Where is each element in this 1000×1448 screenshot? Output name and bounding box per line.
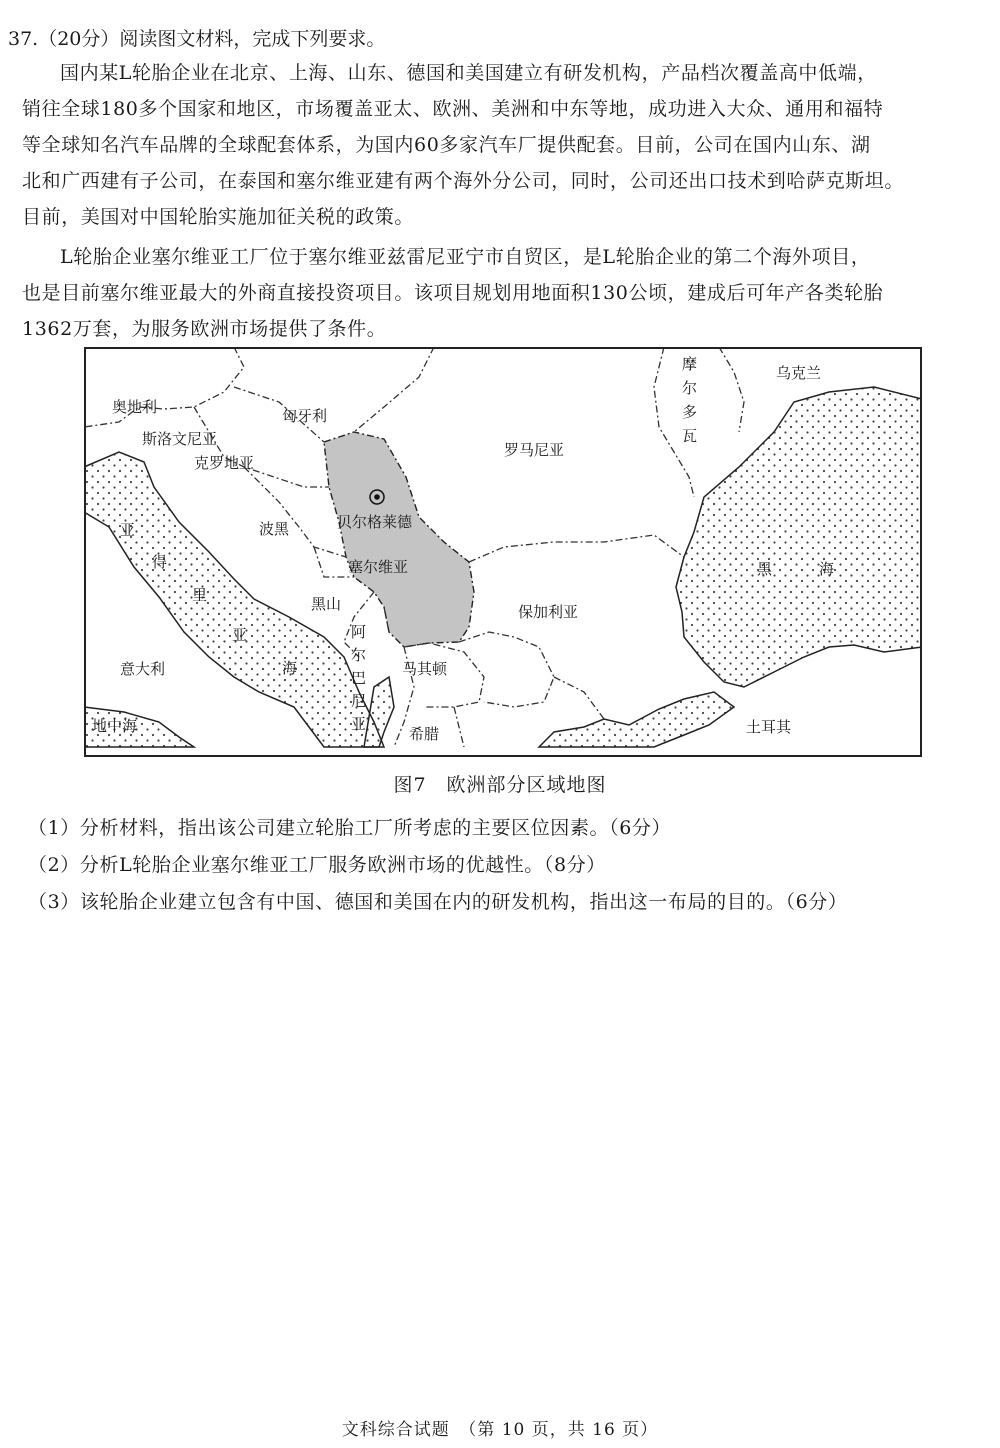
subquestion-3: （3）该轮胎企业建立包含有中国、德国和美国在内的研发机构，指出这一布局的目的。（6分） [28,891,848,913]
label-macedonia: 马其顿 [402,660,448,678]
subquestion-1: （1）分析材料，指出该公司建立轮胎工厂所考虑的主要区位因素。（6分） [28,817,672,839]
label-croatia: 克罗地亚 [194,454,255,472]
material-paragraph-1 [22,55,977,235]
label-romania: 罗马尼亚 [504,441,565,459]
map-caption: 图7 欧洲部分区域地图 [393,774,607,796]
label-adriatic-1: 亚 [120,521,136,539]
label-greece: 希腊 [409,725,440,743]
paragraph-line: 北和广西建有子公司，在泰国和塞尔维亚建有两个海外分公司，同时，公司还出口技术到哈萨克斯坦。 [22,170,905,192]
label-serbia: 塞尔维亚 [348,558,409,576]
label-italy: 意大利 [120,660,166,678]
question-header: 37.（20分）阅读图文材料，完成下列要求。 [8,28,386,50]
label-albania-5: 亚 [351,715,367,733]
label-hungary: 匈牙利 [282,407,328,425]
label-albania-2: 尔 [351,646,367,664]
label-ukraine: 乌克兰 [776,364,822,382]
paragraph-line: L轮胎企业塞尔维亚工厂位于塞尔维亚兹雷尼亚宁市自贸区，是L轮胎企业的第二个海外项目， [60,246,871,268]
label-moldova-2: 尔 [682,379,698,397]
page-footer: 文科综合试题 （第 10 页，共 16 页） [341,1420,659,1440]
label-adriatic-3: 里 [192,586,208,604]
label-adriatic-5: 海 [282,659,298,677]
paragraph-line: 也是目前塞尔维亚最大的外商直接投资项目。该项目规划用地面积130公顷，建成后可年产各类轮胎 [22,282,884,304]
label-belgrade: 贝尔格莱德 [337,513,413,531]
label-adriatic-2: 得 [152,553,168,571]
material-paragraph-2 [22,239,977,347]
label-albania-4: 尼 [351,692,367,710]
europe-map [84,347,922,757]
label-turkey: 土耳其 [746,718,792,736]
label-black-sea-1: 黑 [757,560,773,578]
paragraph-line: 等全球知名汽车品牌的全球配套体系，为国内60多家汽车厂提供配套。目前，公司在国内山东、湖 [22,134,871,156]
label-moldova-4: 瓦 [682,427,698,445]
label-moldova-1: 摩 [682,355,698,373]
label-montenegro: 黑山 [311,595,342,613]
label-moldova-3: 多 [682,403,698,421]
label-mediterranean: 地中海 [92,717,138,735]
subquestion-2: （2）分析L轮胎企业塞尔维亚工厂服务欧洲市场的优越性。（8分） [28,854,606,876]
label-albania-1: 阿 [351,623,367,641]
belgrade-marker-dot [374,494,380,500]
label-black-sea-2: 海 [819,560,835,578]
label-bosnia: 波黑 [259,520,290,538]
paragraph-line: 销往全球180多个国家和地区，市场覆盖亚太、欧洲、美洲和中东等地，成功进入大众、通用和福特 [22,98,884,120]
label-bulgaria: 保加利亚 [518,603,579,621]
label-slovenia: 斯洛文尼亚 [142,430,218,448]
paragraph-line: 目前，美国对中国轮胎实施加征关税的政策。 [22,206,415,228]
label-austria: 奥地利 [112,398,158,416]
paragraph-line: 1362万套，为服务欧洲市场提供了条件。 [22,318,387,340]
label-albania-3: 巴 [351,669,367,687]
map-svg [84,347,922,757]
label-adriatic-4: 亚 [232,626,248,644]
paragraph-line: 国内某L轮胎企业在北京、上海、山东、德国和美国建立有研发机构，产品档次覆盖高中低端， [60,62,877,84]
